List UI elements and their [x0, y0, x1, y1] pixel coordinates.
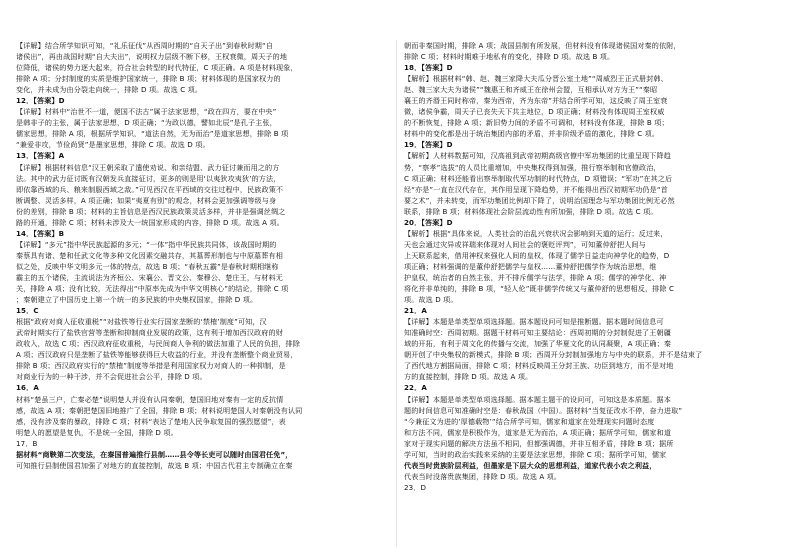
text-line: 可知推行县制使国君加强了对地方的直接控制，故选 B 项；中国古代君主专制确立在秦 [16, 460, 293, 470]
text-line: 经“亦是”一直在汉代存在，其作用呈现下降趋势，并不能得出西汉初期军功仍是“首 [404, 184, 668, 194]
text-line: 朝开创了中央集权的新模式，排除 B 项；西周开分封制加强地方与中央的联系，并不是结束了 [404, 350, 703, 360]
text-line: “兼爱非攻，节俭尚贤”是墨家思想，排除 C 项。故选 D 项。 [16, 140, 210, 150]
text-line: 根据“政府对商人征收重税”“对盐铁等行业实行国家垄断的‘禁榷’制度”可知，汉 [16, 317, 267, 327]
answer-heading-line: 18．【答案】D [404, 63, 453, 73]
text-line: 的不断恢复，排除 A 项；新旧势力间的矛盾不可调和，材料没有体现，排除 B 项； [404, 118, 669, 128]
text-line: 知准确时空：西周初期。据题干材料可知主要结论：西周初期的分封制促进了王朝疆 [404, 328, 671, 338]
text-line: 代表当时没落贵族集团，排除 D 项。故选 A 项。 [404, 471, 562, 481]
text-line: 路的开通，排除 C 项；材料未涉及大一统国家形成的内容，排除 D 项。故选 A 项。 [16, 217, 284, 227]
text-line: “今兼征文为进的’厚德载物’”结合所学可知，儒家和道家在处理现实问题时态度 [404, 416, 655, 426]
text-line: 和方法不同，儒家是积极作为，道家是无为而治，A 项正确；据所学可知，儒家和道 [404, 427, 672, 437]
text-line: 秦蔡具有诸、楚和任武文化等多种文化因素交融共存，其墓葬形制也与中原墓葬有相 [16, 250, 283, 260]
text-line: 儒家思想，排除 A 项，根据所学知识，“道法自然，无为而治”是道家思想，排除 B 项 [16, 129, 289, 139]
text-line: 天也会通过灾异或祥瑞来体现对人间社会的褒贬评判”，可知董仲舒把人间与 [404, 239, 646, 249]
answer-heading-line: 20．【答案】D [404, 217, 453, 227]
text-line: 朝而非秦国时期，排除 A 项；战国县制有所发展，但材料没有体现诸侯国对秦的依附， [404, 41, 681, 50]
text-line: A 项；西汉政府只是垄断了盐铁等能够获得巨大收益的行业，并没有垄断整个商业贸易， [16, 350, 298, 360]
answer-heading-line: 12．【答案】D [16, 96, 65, 106]
text-line: 变化，并未成为由分裂走向统一，排除 D 项。故选 C 项。 [16, 85, 203, 95]
text-line: ；秦朝建立了中国历史上第一个统一的多民族的中央集权国家，排除 D 项。 [16, 295, 258, 305]
text-line: 微，诸侯争霸，周天子已丧失天下共主地位，D 项正确；材料没有体现周王室权威 [404, 107, 665, 117]
answer-heading-line: 21．A [404, 306, 427, 316]
text-line: 联系，排除 B 项；材料体现社会阶层流动性有所加强，排除 D 项。故选 C 项。 [404, 206, 658, 216]
text-line: 即依靠西域的兵、粮来制服西域之敌。”可见西汉在平西域的交往过程中，民族政策不 [16, 184, 284, 194]
text-line: 位降低，诸侯的势力逐大起来，符合社会转型的时代特征，C 项正确。A 项是材料现象， [16, 63, 298, 73]
right-column [404, 40, 778, 547]
text-line: 对商业行为的一种干涉，并不会促进社会公平，排除 D 项。 [16, 372, 207, 382]
answer-heading-line: 据材料“商鞅第二次变法，在秦国普遍推行县制……县令等长吏可以随时由国君任免”， [16, 449, 293, 459]
text-line: 霸主的五个诸侯，主流说法为齐桓公、宋襄公、晋文公、秦穆公、楚庄王，与材料无 [16, 272, 283, 282]
text-line: 域的开拓，有利于周文化的传播与交流，加强了华夏文化的认同凝聚，A 项正确；秦 [404, 339, 672, 349]
text-line: 【解析】根据“具体来说，人类社会的治乱兴衰状况会影响到天道的运行；反过来， [404, 228, 668, 238]
text-line: 要之术”，并未转变，而军功集团比例却下降了，说明治国理念与军功集团比例无必然 [404, 195, 675, 205]
text-line: 是韩非子的主张，属于法家思想，D 项正确；“为政以德，譬如北辰”是孔子主张， [16, 118, 277, 128]
answer-heading-line: 代表当时贵族阶层利益，但墨家是下层大众的思想利益，道家代表小农之利益， [404, 460, 657, 470]
text-line: 方的直接控制，排除 D 项。故选 A 项。 [404, 372, 533, 382]
text-line: 材料中的变化都是出于统治集团内部的矛盾，并非阶级矛盾的激化，排除 C 项。 [404, 129, 660, 139]
text-line: 【详解】“多元”指中华民族起源的多元；“一体”指中华民族共同体，该战国时期的 [16, 239, 277, 249]
text-line: 关，排除 A 项；没有比较，无法得出“中原率先成为中华文明核心”的结论，排除 C 项 [16, 284, 289, 294]
text-line: 诸侯出”，再由战国时期“自大夫出”，说明权力层级不断下移，王权衰微，周天子的地 [16, 52, 288, 62]
text-line: 学可知，当时的政治实践来采纳的主要是法家思想，排除 C 项；据所学可知，儒家 [404, 449, 667, 459]
text-line: 【详解】本题是单类型单项选择题。据本题设问可知是推断题。据本题时间信息可 [404, 317, 664, 327]
text-line: 赵、魏三家大夫为诸侯”“魏惠王和齐威王在徐州会盟，互相承认对方为王”“秦昭 [404, 85, 658, 95]
left-column [16, 40, 390, 547]
text-line: 排除 B 项；西汉政府实行的“禁榷”制度等举措是利用国家权力对商人的一种抑制，是 [16, 361, 286, 371]
text-line: 排除 A 项；分封制度的实质是维护国家统一，排除 B 项；材料体现的是国家权力的 [16, 74, 281, 84]
text-line: 似之处，反映中华文明多元一体的特点，故选 B 项；“春秋五霸”是春秋时期相继称 [16, 261, 279, 271]
text-line: 【详解】本题是单类型单项选择题。据本题主题干的设问可，可知这是本质题。据本 [404, 394, 671, 404]
text-line: 上天联系起来，借用神权来强化人间的皇权，体现了儒学日益走向神学化的趋势，D [404, 250, 670, 260]
text-line: 排除 C 项；材料时期难于地私有的变化，排除 D 项。故选 B 项。 [404, 52, 615, 62]
column-divider [396, 40, 397, 547]
text-line: 了西代地方割据局面，排除 C 项；材料反映周王分封王族、功臣到地方，而不是对地 [404, 361, 674, 371]
text-line: 项正确；材料强调的是董仲舒把儒学与皇权……董仲舒把儒学作为统治思想，维 [404, 261, 657, 271]
text-line: 将化并非单纯的，排除 B 项，“轻人伦”既非儒学传统又与董仲舒的思想相反，排除 C [404, 284, 675, 294]
answer-heading-line: 15．C [16, 306, 39, 316]
text-line: 【解析】根据材料“韩、赵、魏三家降大夫瓜分晋公室土地”“周威烈王正式册封韩、 [404, 74, 668, 84]
answer-heading-line: 19．【答案】D [404, 140, 453, 150]
text-line: 法。其中的武力征讨既有汉朝发兵直接征讨，更多的则是用‘以夷狄攻夷狄’的方法， [16, 173, 281, 183]
answer-heading-line: 14．【答案】B [16, 228, 65, 238]
text-line: 项。故选 D 项。 [404, 295, 458, 305]
text-line: 【详解】根据材料信息“汉王朝采取了遣使劝说、和亲结盟、武力征讨兼而用之的方 [16, 162, 280, 172]
text-line: 武帝时期实行了盐铁官营等垄断和抑制商业发展的政策，这有利于增加西汉政府的财 [16, 328, 283, 338]
answer-heading-line: 16．A [16, 383, 39, 393]
text-line: 【详解】材料中“治世不一道，便国不法古”属于法家思想，“政在四方，要在中央” [16, 107, 277, 117]
text-line: 23．D [404, 482, 427, 492]
text-line: 感，没有涉及秦的暴政，排除 C 项；材料“表达了楚地人民争取复国的强烈愿望”，表 [16, 416, 286, 426]
text-line: 题的时间信息可知准确时空是：春秋战国（中国）。据材料“当复征改水不停，奋力进取” [404, 405, 683, 415]
text-line: 明楚人的愿望是复仇，不是统一全国，排除 D 项。 [16, 427, 178, 437]
text-line: 【详解】结合所学知识可知，“礼乐征伐”从西周时期的“自天子出”到春秋时期“自 [16, 41, 274, 50]
text-line: 17．B [16, 438, 38, 448]
text-line: 政收入，故选 C 项；西汉政府征收重税，与民间商人争利的做法加重了人民的负担，排除 [16, 339, 300, 349]
text-line: C 项正确；材料还能看出察举制取代军功制的时代特点，D 项错误；“军功”在其之后 [404, 173, 673, 183]
text-line: 感，故选 A 项；秦朝把楚国旧地推广了全国，排除 B 项；材料说明楚国人对秦朝没有认同 [16, 405, 303, 415]
text-line: 断调整、灵活多样，A 项正确；如果“夷夏有别”的观念，材料会更加强调等级与身 [16, 195, 277, 205]
answer-heading-line: 22．A [404, 383, 427, 393]
text-line: 襄王的齐湣王同时称帝，秦为西帝，齐为东帝”并结合所学可知，这反映了周王室衰 [404, 96, 668, 106]
text-line: 家对于现实问题的解决方法虽不相同，但都强调德，并非互相矛盾，排除 B 项；据所 [404, 438, 674, 448]
text-line: 材料“楚虽三户，亡秦必楚”说明楚人并没有认同秦朝，楚国旧地对秦有一定的反抗情 [16, 394, 284, 404]
answer-heading-line: 13．【答案】A [16, 151, 65, 161]
text-line: 势，“察孝”选拔“的人员比重增加，中央集权得到加强，推行察举制和官僚政治， [404, 162, 661, 172]
text-line: 份的差别，排除 B 项；材料的主旨信息是西汉民族政策灵活多样，并非是强调丝绸之 [16, 206, 286, 216]
text-line: 【解析】人材料数据可知，汉高祖到武帝初期高级官僚中军功集团的比重呈现下降趋 [404, 151, 671, 161]
text-line: 护皇权，统治者的自然主张，并不排斥儒学与法学，排除 A 项；儒学的神学化、神 [404, 272, 667, 282]
